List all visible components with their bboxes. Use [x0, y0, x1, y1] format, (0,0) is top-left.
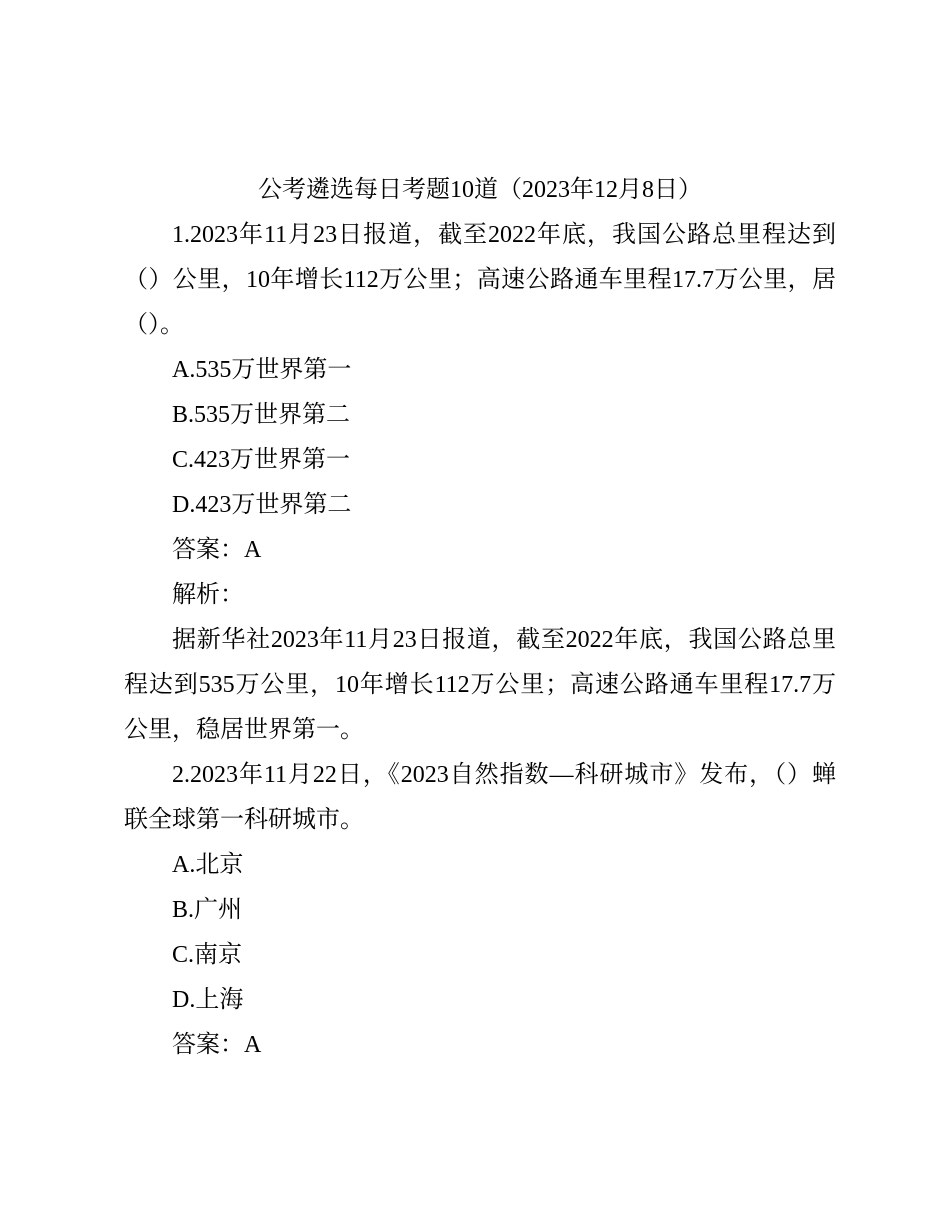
- analysis-label: 解析：: [172, 582, 244, 608]
- option-d: D.423万世界第二: [172, 492, 352, 518]
- option-c: C.423万世界第一: [172, 447, 351, 473]
- document-title: 公考遴选每日考题10道（2023年12月8日）: [258, 177, 702, 203]
- question-stem: 2.2023年11月22日，《2023自然指数—科研城市》发布，（）蝉联全球第一科研城市。: [124, 762, 836, 833]
- question-2: [124, 753, 836, 1068]
- answer-line: 答案：A: [172, 537, 262, 563]
- option-b: B.535万世界第二: [172, 402, 351, 428]
- document-body: [124, 168, 836, 1068]
- analysis-text: 据新华社2023年11月23日报道，截至2022年底，我国公路总里程达到535万公里，10年增长112万公里；高速公路通车里程17.7万公里，稳居世界第一。: [124, 627, 836, 743]
- option-a: A.535万世界第一: [172, 357, 352, 383]
- option-d: D.上海: [172, 987, 244, 1013]
- option-b: B.广州: [172, 897, 243, 923]
- option-c: C.南京: [172, 942, 243, 968]
- answer-line: 答案：A: [172, 1032, 262, 1058]
- option-a: A.北京: [172, 852, 244, 878]
- question-1: [124, 213, 836, 753]
- question-stem: 1.2023年11月23日报道，截至2022年底，我国公路总里程达到（）公里，10年增长112万公里；高速公路通车里程17.7万公里，居（）。: [124, 222, 836, 338]
